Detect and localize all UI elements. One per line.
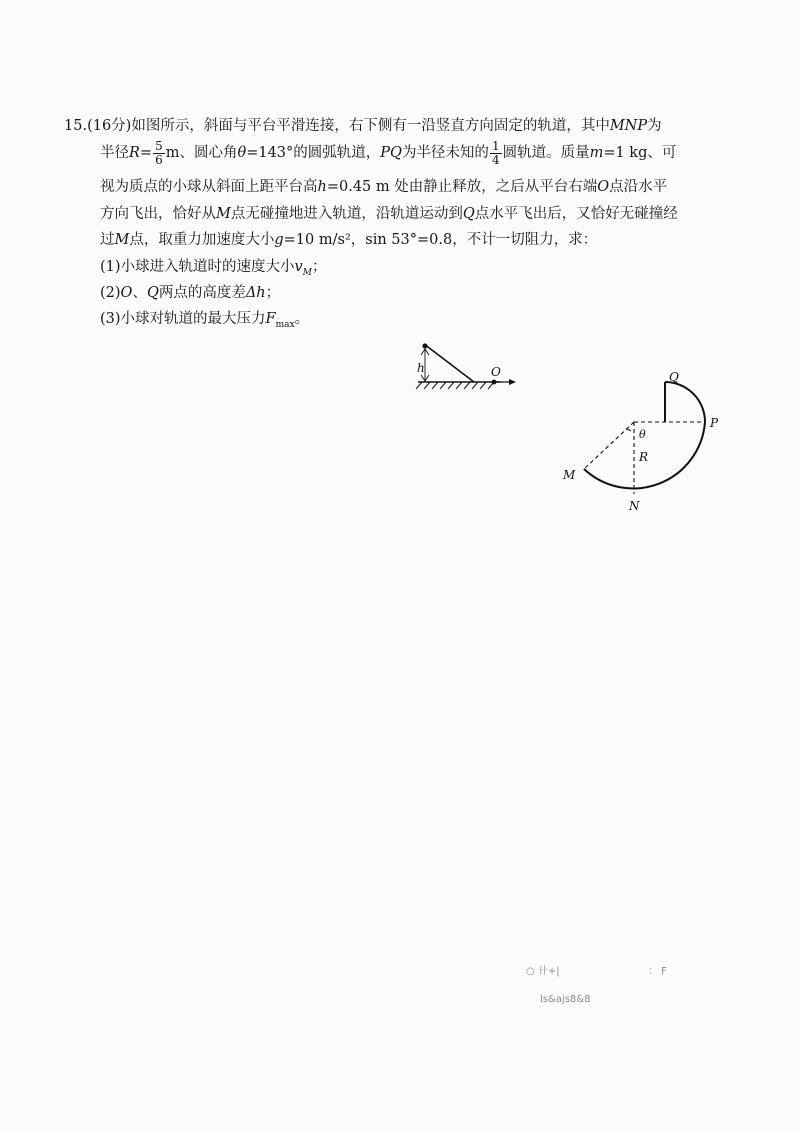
problem-text: = (139, 145, 153, 162)
question-text: 。 (294, 311, 310, 327)
var-O: O (597, 179, 610, 195)
fraction-5-6: $\frac{5}{6}$ (155, 139, 163, 167)
question-2: (2)O、Q两点的高度差Δh； (100, 285, 281, 301)
question-text: ； (265, 285, 281, 301)
var-m: m (589, 145, 604, 162)
problem-text: 如图所示，斜面与平台平滑连接，右下侧有一沿竖直方向固定的轨道，其中 (131, 118, 610, 134)
problem-text: ，sin 53°=0.8，不计一切阻力，求： (350, 232, 598, 248)
problem-text: =10 m/s² (283, 232, 351, 248)
scan-noise-3: ls&ajs8&8 (540, 994, 591, 1005)
problem-text: 圆轨道。质量 (502, 145, 590, 162)
label-theta: θ (639, 428, 646, 441)
label-N: N (629, 499, 640, 513)
var-theta: θ (237, 145, 247, 162)
question-text: 两点的高度差 (158, 285, 246, 301)
problem-points: (16分) (87, 118, 132, 134)
label-h: h (417, 361, 425, 375)
problem-text: 点水平飞出后，又恰好无碰撞经 (474, 206, 678, 222)
var-Q: Q (462, 206, 475, 222)
label-R: R (639, 450, 649, 464)
point-O-dot (492, 380, 497, 385)
var-MNP: MNP (609, 118, 648, 134)
var-PQ: PQ (380, 145, 402, 162)
problem-text: 过 (100, 232, 115, 248)
problem-text: =0.45 m 处由静止释放，之后从平台右端 (326, 179, 598, 195)
problem-text: 点无碰撞地进入轨道，沿轨道运动到 (230, 206, 463, 222)
arc-PQ (665, 382, 705, 422)
scan-noise-2: ： F (648, 966, 667, 977)
var-F: F (265, 311, 276, 327)
question-text: (3)小球对轨道的最大压力 (100, 311, 266, 327)
problem-text: 方向飞出，恰好从 (100, 206, 216, 222)
var-R: R (129, 145, 140, 162)
var-v: v (294, 259, 303, 275)
var-M: M (216, 206, 231, 222)
problem-text: 视为质点的小球从斜面上距平台高 (100, 179, 318, 195)
problem-text: 为半径未知的 (401, 145, 489, 162)
var-subscript: max (275, 319, 295, 330)
var-M: M (114, 232, 130, 248)
velocity-arrow-head (509, 379, 516, 385)
question-text: (1)小球进入轨道时的速度大小 (100, 259, 295, 275)
problem-text: 为 (647, 118, 662, 134)
angle-arc (626, 429, 631, 431)
problem-text: =1 kg、可 (603, 145, 677, 162)
label-O: O (491, 365, 501, 379)
question-text: (2) (100, 285, 121, 301)
var-subscript: M (302, 267, 312, 278)
scan-noise-1: ○ 卄+| (526, 966, 560, 977)
ground-hatching (416, 382, 494, 389)
label-M: M (563, 468, 576, 482)
problem-text: m、圆心角 (165, 145, 238, 162)
problem-text: 点沿水平 (609, 179, 668, 195)
problem-text: =143°的圆弧轨道， (246, 145, 381, 162)
var-g: g (274, 232, 284, 248)
var-delta-h: Δh (245, 285, 266, 301)
incline-platform-figure (416, 343, 516, 389)
var-h: h (317, 179, 327, 195)
var-Q: Q (146, 285, 159, 301)
problem-text: 半径 (100, 145, 129, 162)
ball (422, 343, 427, 348)
var-O: O (120, 285, 133, 301)
fraction-1-4: $\frac{1}{4}$ (491, 139, 500, 167)
label-Q: Q (669, 370, 679, 384)
question-text: ； (311, 259, 327, 275)
problem-text: 点，取重力加速度大小 (129, 232, 275, 248)
label-P: P (710, 416, 719, 430)
problem-number: 15. (64, 118, 88, 134)
incline-slope (424, 344, 474, 382)
